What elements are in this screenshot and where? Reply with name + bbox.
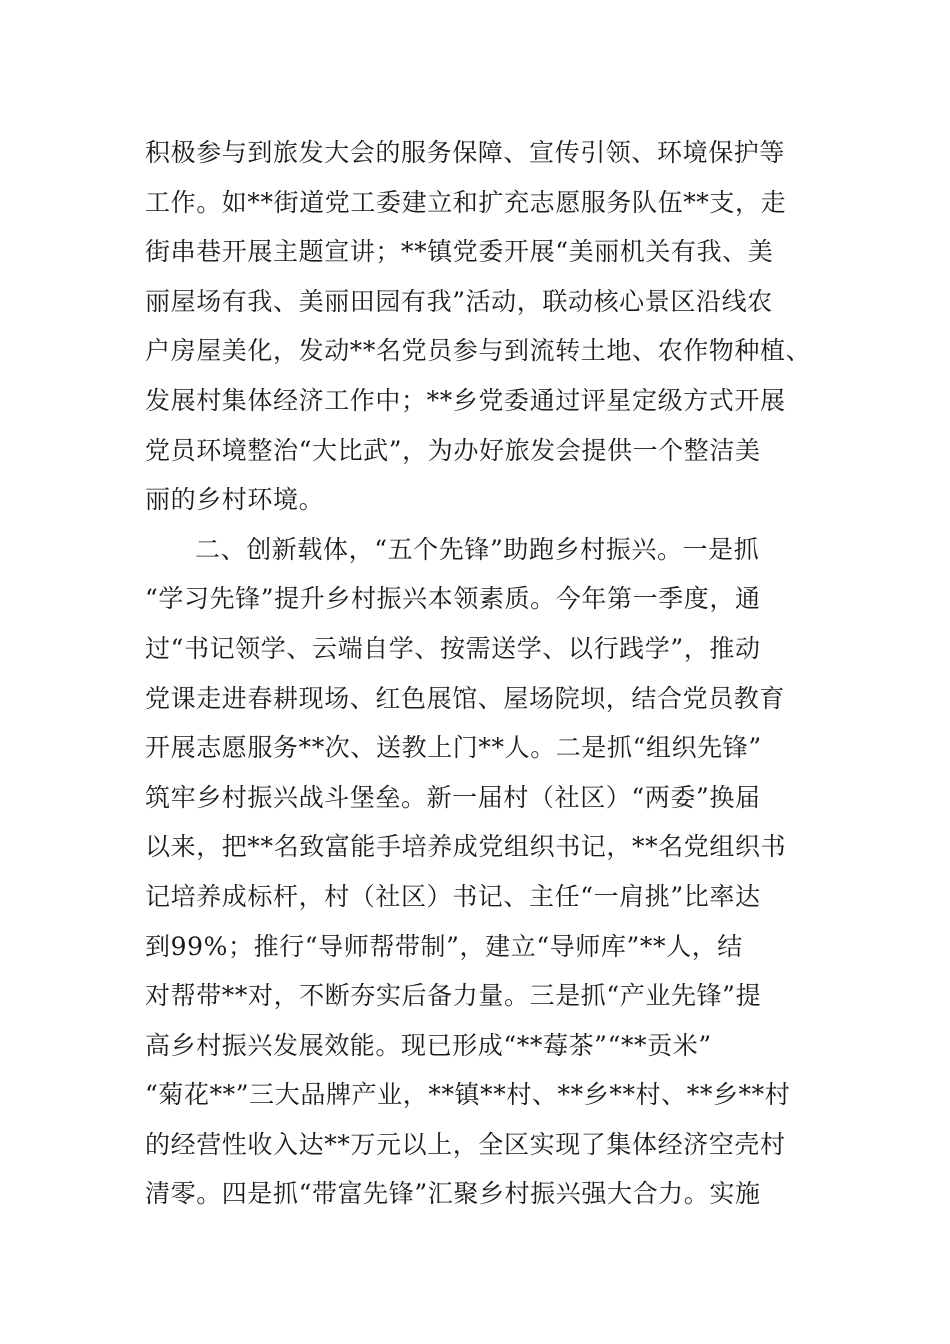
text-line: 党课走进春耕现场、红色展馆、屋场院坝，结合党员教育 (145, 683, 786, 713)
text-line: 对帮带**对，不断夯实后备力量。三是抓“产业先锋”提 (145, 981, 762, 1011)
text-line: 丽的乡村环境。 (145, 485, 325, 515)
text-line: 户房屋美化，发动**名党员参与到流转土地、农作物种植、 (145, 336, 812, 366)
text-line: 发展村集体经济工作中；**乡党委通过评星定级方式开展 (145, 385, 786, 415)
text-line: 丽屋场有我、美丽田园有我”活动，联动核心景区沿线农 (145, 286, 773, 316)
text-line: 清零。四是抓“带富先锋”汇聚乡村振兴强大合力。实施 (145, 1179, 761, 1209)
paragraph-heading-line: 二、创新载体，“五个先锋”助跑乡村振兴。一是抓 (195, 534, 760, 564)
text-line: 记培养成标杆，村（社区）书记、主任“一肩挑”比率达 (145, 881, 761, 911)
text-line: 到99%；推行“导师帮带制”，建立“导师库”**人，结 (145, 931, 743, 961)
text-line: 筑牢乡村振兴战斗堡垒。新一届村（社区）“两委”换届 (145, 782, 761, 812)
body-text (145, 128, 825, 1219)
text-line: 高乡村振兴发展效能。现已形成“**莓茶”“**贡米” (145, 1030, 712, 1060)
text-line: 党员环境整治“大比武”，为办好旅发会提供一个整洁美 (145, 435, 761, 465)
text-line: 过“书记领学、云端自学、按需送学、以行践学”，推动 (145, 633, 761, 663)
text-line: 积极参与到旅发大会的服务保障、宣传引领、环境保护等 (145, 138, 786, 167)
text-line: 开展志愿服务**次、送教上门**人。二是抓“组织先锋” (145, 733, 762, 763)
text-line: 工作。如**街道党工委建立和扩充志愿服务队伍**支，走 (145, 187, 787, 217)
text-line: 街串巷开展主题宣讲；**镇党委开展“美丽机关有我、美 (145, 237, 774, 267)
text-line: 以来，把**名致富能手培养成党组织书记，**名党组织书 (145, 832, 787, 862)
text-line: “学习先锋”提升乡村振兴本领素质。今年第一季度，通 (145, 584, 761, 614)
text-line: 的经营性收入达**万元以上，全区实现了集体经济空壳村 (145, 1129, 786, 1159)
text-line: “菊花**”三大品牌产业，**镇**村、**乡**村、**乡**村 (145, 1080, 791, 1110)
